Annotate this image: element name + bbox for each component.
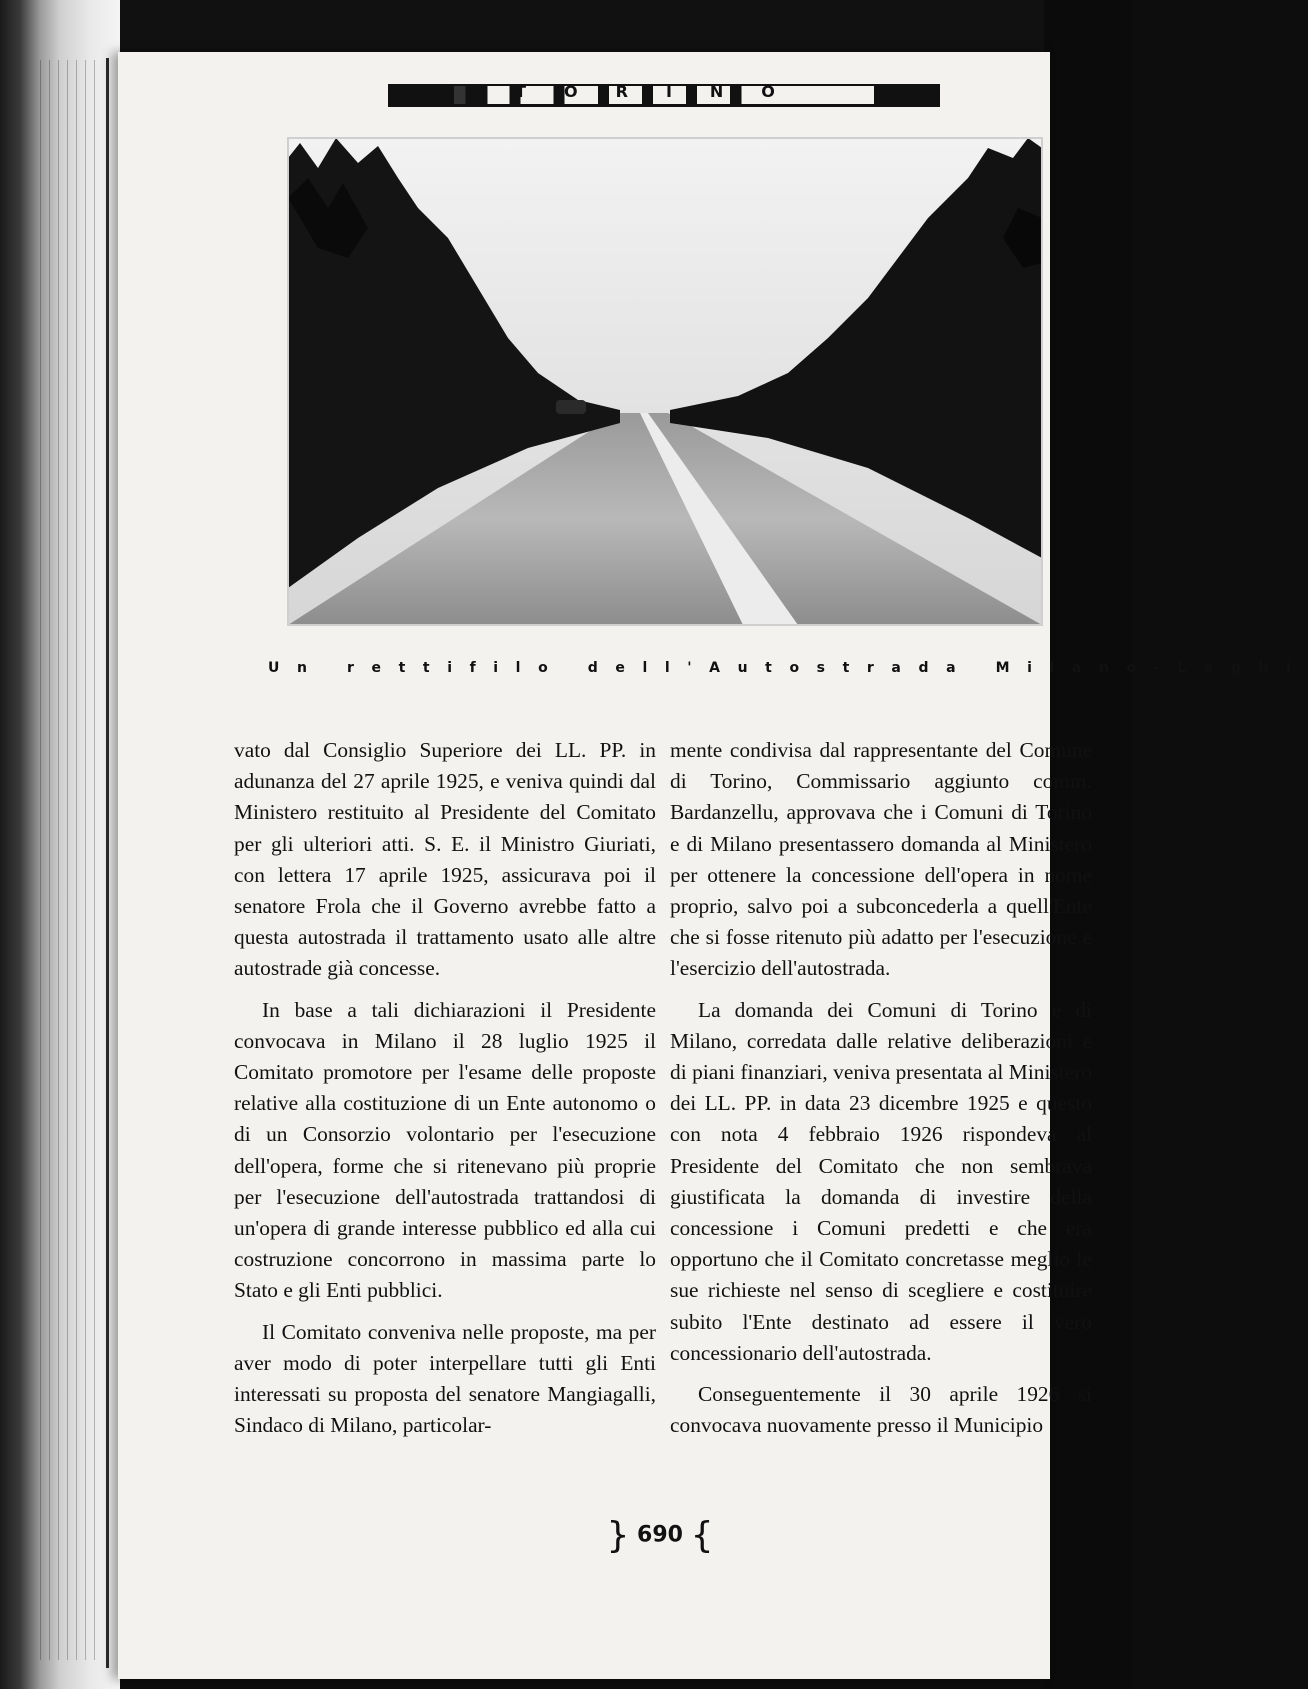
photo-caption <box>268 660 1308 684</box>
right-brace-ornament: { <box>690 1515 714 1556</box>
caption-text: Un rettifilo dell'Autostrada Milano-Laghi <box>268 660 1308 676</box>
page-number-text: 690 <box>637 1522 683 1548</box>
paragraph: vato dal Consiglio Superiore dei LL. PP. in adunanza del 27 aprile 1925, e veniva quindi dal Ministero restituito al Presidente del Comitato per gli ulteriori atti. S. E. il Ministro Giuriati, con lettera 17 aprile 1925, assicurava poi il senatore Frola che il Governo avrebbe fatto a questa autostrada il trattamento usato alle altre autostrade già concesse. <box>234 738 656 981</box>
scan-top-edge <box>0 0 1132 58</box>
road-photograph <box>288 138 1042 625</box>
running-header-text: TORINO <box>515 82 813 101</box>
text-column-left <box>234 735 656 1451</box>
page-edge-rule <box>106 58 109 1668</box>
road-photo-image <box>288 138 1042 625</box>
page-number <box>600 1515 720 1556</box>
paragraph: mente condivisa dal rappresentante del Comune di Torino, Commissario aggiunto comm. Bardanzellu, approvava che i Comuni di Torino e di Milano presentassero domanda al Ministero per ottenere la concessione dell'opera in nome proprio, salvo poi a subconcederla a quell'Ente che si fosse ritenuto più adatto per l'esecuzione e l'esercizio dell'autostrada. <box>670 738 1092 981</box>
paragraph: In base a tali dichiarazioni il Presidente convocava in Milano il 28 luglio 1925 il Comitato promotore per l'esame delle proposte relative alla costituzione di un Ente autonomo o di un Consorzio volontario per l'esecuzione dell'opera, forme che si ritenevano più proprie per l'esecuzione dell'autostrada trattandosi di un'opera di grande interesse pubblico ed alla cui costruzione concorrono in massima parte lo Stato e gli Enti pubblici. <box>234 997 656 1303</box>
paragraph: La domanda dei Comuni di Torino e di Milano, corredata dalle relative deliberazioni e di piani finanziari, veniva presentata al Ministero dei LL. PP. in data 23 dicembre 1925 e questo con nota 4 febbraio 1926 rispondeva al Presidente del Comitato che non sembrava giustificata la domanda di investire della concessione i Comuni predetti e che era opportuno che il Comitato concretasse meglio le sue richieste nel senso di scegliere e costituire subito l'Ente destinato ad essere il vero concessionario dell'autostrada. <box>670 997 1092 1365</box>
paragraph: Il Comitato conveniva nelle proposte, ma per aver modo di poter interpellare tutti gli Enti interessati su proposta del senatore Mangiagalli, Sindaco di Milano, particolar- <box>234 1319 656 1438</box>
text-column-right <box>670 735 1092 1451</box>
book-spine <box>0 0 120 1689</box>
left-brace-ornament: } <box>606 1515 630 1556</box>
running-header <box>388 84 940 107</box>
paragraph: Conseguentemente il 30 aprile 1926 si convocava nuovamente presso il Municipio <box>670 1382 1092 1438</box>
